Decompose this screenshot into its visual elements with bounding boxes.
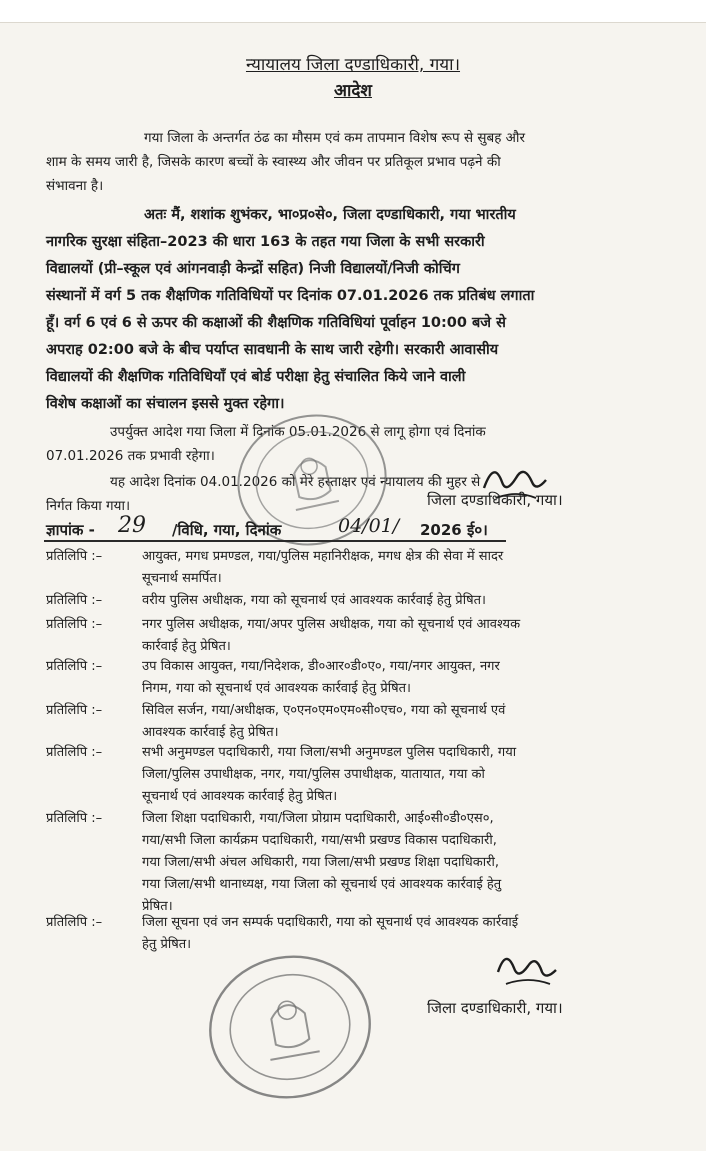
copy-line: हेतु प्रेषित।	[142, 937, 192, 952]
signature-designation: जिला दण्डाधिकारी, गया।	[427, 491, 563, 509]
copy-line: जिला शिक्षा पदाधिकारी, गया/जिला प्रोग्राम पदाधिकारी, आई०सी०डी०एस०,	[142, 811, 494, 826]
copy-line: गया जिला/सभी अंचल अधिकारी, गया जिला/सभी प्रखण्ड शिक्षा पदाधिकारी,	[142, 855, 499, 870]
memo-prefix: ज्ञापांक -	[46, 521, 95, 539]
copy-label: प्रतिलिपि :–	[46, 593, 103, 608]
court-title: न्यायालय जिला दण्डाधिकारी, गया।	[245, 55, 461, 75]
para2-line: संस्थानों में वर्ग 5 तक शैक्षणिक गतिविधियों पर दिनांक 07.01.2026 तक प्रतिबंध लगाता	[46, 288, 535, 304]
memo-middle: /विधि, गया, दिनांक	[172, 521, 282, 539]
copy-line: गया जिला/सभी थानाध्यक्ष, गया जिला को सूचनार्थ एवं आवश्यक कार्रवाई हेतु	[142, 877, 502, 892]
para1-line: शाम के समय जारी है, जिसके कारण बच्चों के स्वास्थ्य और जीवन पर प्रतिकूल प्रभाव पढ़ने की	[46, 154, 501, 170]
para2-line: विद्यालयों की शैक्षणिक गतिविधियाँ एवं बोर्ड परीक्षा हेतु संचालित किये जाने वाली	[46, 369, 466, 385]
para2-line: अतः मैं, शशांक शुभंकर, भा०प्र०से०, जिला दण्डाधिकारी, गया भारतीय	[144, 207, 516, 223]
copy-line: उप विकास आयुक्त, गया/निदेशक, डी०आर०डी०ए०, गया/नगर आयुक्त, नगर	[142, 659, 500, 674]
copy-label: प्रतिलिपि :–	[46, 745, 103, 760]
copy-line: सिविल सर्जन, गया/अधीक्षक, ए०एन०एम०एम०सी०एच०, गया को सूचनार्थ एवं	[142, 703, 506, 718]
para1-line: संभावना है।	[46, 178, 104, 194]
signature-mark-2	[486, 946, 566, 996]
para1-line: गया जिला के अन्तर्गत ठंढ का मौसम एवं कम तापमान विशेष रूप से सुबह और	[144, 130, 526, 146]
copy-label: प्रतिलिपि :–	[46, 659, 103, 674]
copy-line: वरीय पुलिस अधीक्षक, गया को सूचनार्थ एवं आवश्यक कार्रवाई हेतु प्रेषित।	[142, 593, 486, 608]
copy-label: प्रतिलिपि :–	[46, 703, 103, 718]
official-seal-bottom	[205, 952, 375, 1102]
top-bar	[0, 0, 706, 22]
copy-line: कार्रवाई हेतु प्रेषित।	[142, 639, 231, 654]
para4-line: यह आदेश दिनांक 04.01.2026 को मेरे हस्ताक्षर एवं न्यायालय की मुहर से	[110, 474, 481, 490]
copy-label: प्रतिलिपि :–	[46, 549, 103, 564]
copy-line: जिला/पुलिस उपाधीक्षक, नगर, गया/पुलिस उपाधीक्षक, यातायात, गया को	[142, 767, 485, 782]
para2-line: विद्यालयों (प्री–स्कूल एवं आंगनवाड़ी केन्द्रों सहित) निजी विद्यालयों/निजी कोचिंग	[46, 261, 460, 277]
copy-label: प्रतिलिपि :–	[46, 811, 103, 826]
para4-line: निर्गत किया गया।	[46, 498, 131, 514]
memo-date-suffix: 2026 ई०।	[420, 521, 488, 539]
copy-line: नगर पुलिस अधीक्षक, गया/अपर पुलिस अधीक्षक, गया को सूचनार्थ एवं आवश्यक	[142, 617, 521, 632]
para2-line: नागरिक सुरक्षा संहिता–2023 की धारा 163 के तहत गया जिला के सभी सरकारी	[46, 234, 485, 250]
memo-date-hand: 04/01/	[338, 515, 400, 537]
copy-line: निगम, गया को सूचनार्थ एवं आवश्यक कार्रवाई हेतु प्रेषित।	[142, 681, 411, 696]
copy-line: सभी अनुमण्डल पदाधिकारी, गया जिला/सभी अनुमण्डल पुलिस पदाधिकारी, गया	[142, 745, 517, 760]
copy-line: प्रेषित।	[142, 899, 173, 914]
para2-line: हूँ। वर्ग 6 एवं 6 से ऊपर की कक्षाओं की शैक्षणिक गतिविधियां पूर्वाहन 10:00 बजे से	[46, 315, 506, 331]
memo-underline	[44, 540, 506, 542]
copy-line: जिला सूचना एवं जन सम्पर्क पदाधिकारी, गया को सूचनार्थ एवं आवश्यक कार्रवाई	[142, 915, 519, 930]
para2-line: विशेष कक्षाओं का संचालन इससे मुक्त रहेगा।	[46, 396, 285, 412]
copy-line: गया/सभी जिला कार्यक्रम पदाधिकारी, गया/सभी प्रखण्ड विकास पदाधिकारी,	[142, 833, 497, 848]
copy-line: सूचनार्थ एवं आवश्यक कार्रवाई हेतु प्रेषित।	[142, 789, 338, 804]
copy-label: प्रतिलिपि :–	[46, 617, 103, 632]
copy-label: प्रतिलिपि :–	[46, 915, 103, 930]
footer-signature: जिला दण्डाधिकारी, गया।	[427, 999, 563, 1017]
para2-line: अपराह 02:00 बजे के बीच पर्याप्त सावधानी के साथ जारी रहेगी। सरकारी आवासीय	[46, 342, 499, 358]
copy-line: सूचनार्थ समर्पित।	[142, 571, 222, 586]
para3-line: उपर्युक्त आदेश गया जिला में दिनांक 05.01.2026 से लागू होगा एवं दिनांक	[110, 424, 486, 440]
memo-number: 29	[118, 513, 146, 538]
para3-line: 07.01.2026 तक प्रभावी रहेगा।	[46, 448, 215, 464]
copy-line: आवश्यक कार्रवाई हेतु प्रेषित।	[142, 725, 279, 740]
copy-line: आयुक्त, मगध प्रमण्डल, गया/पुलिस महानिरीक्षक, मगध क्षेत्र की सेवा में सादर	[142, 549, 504, 564]
order-heading: आदेश	[334, 81, 372, 101]
